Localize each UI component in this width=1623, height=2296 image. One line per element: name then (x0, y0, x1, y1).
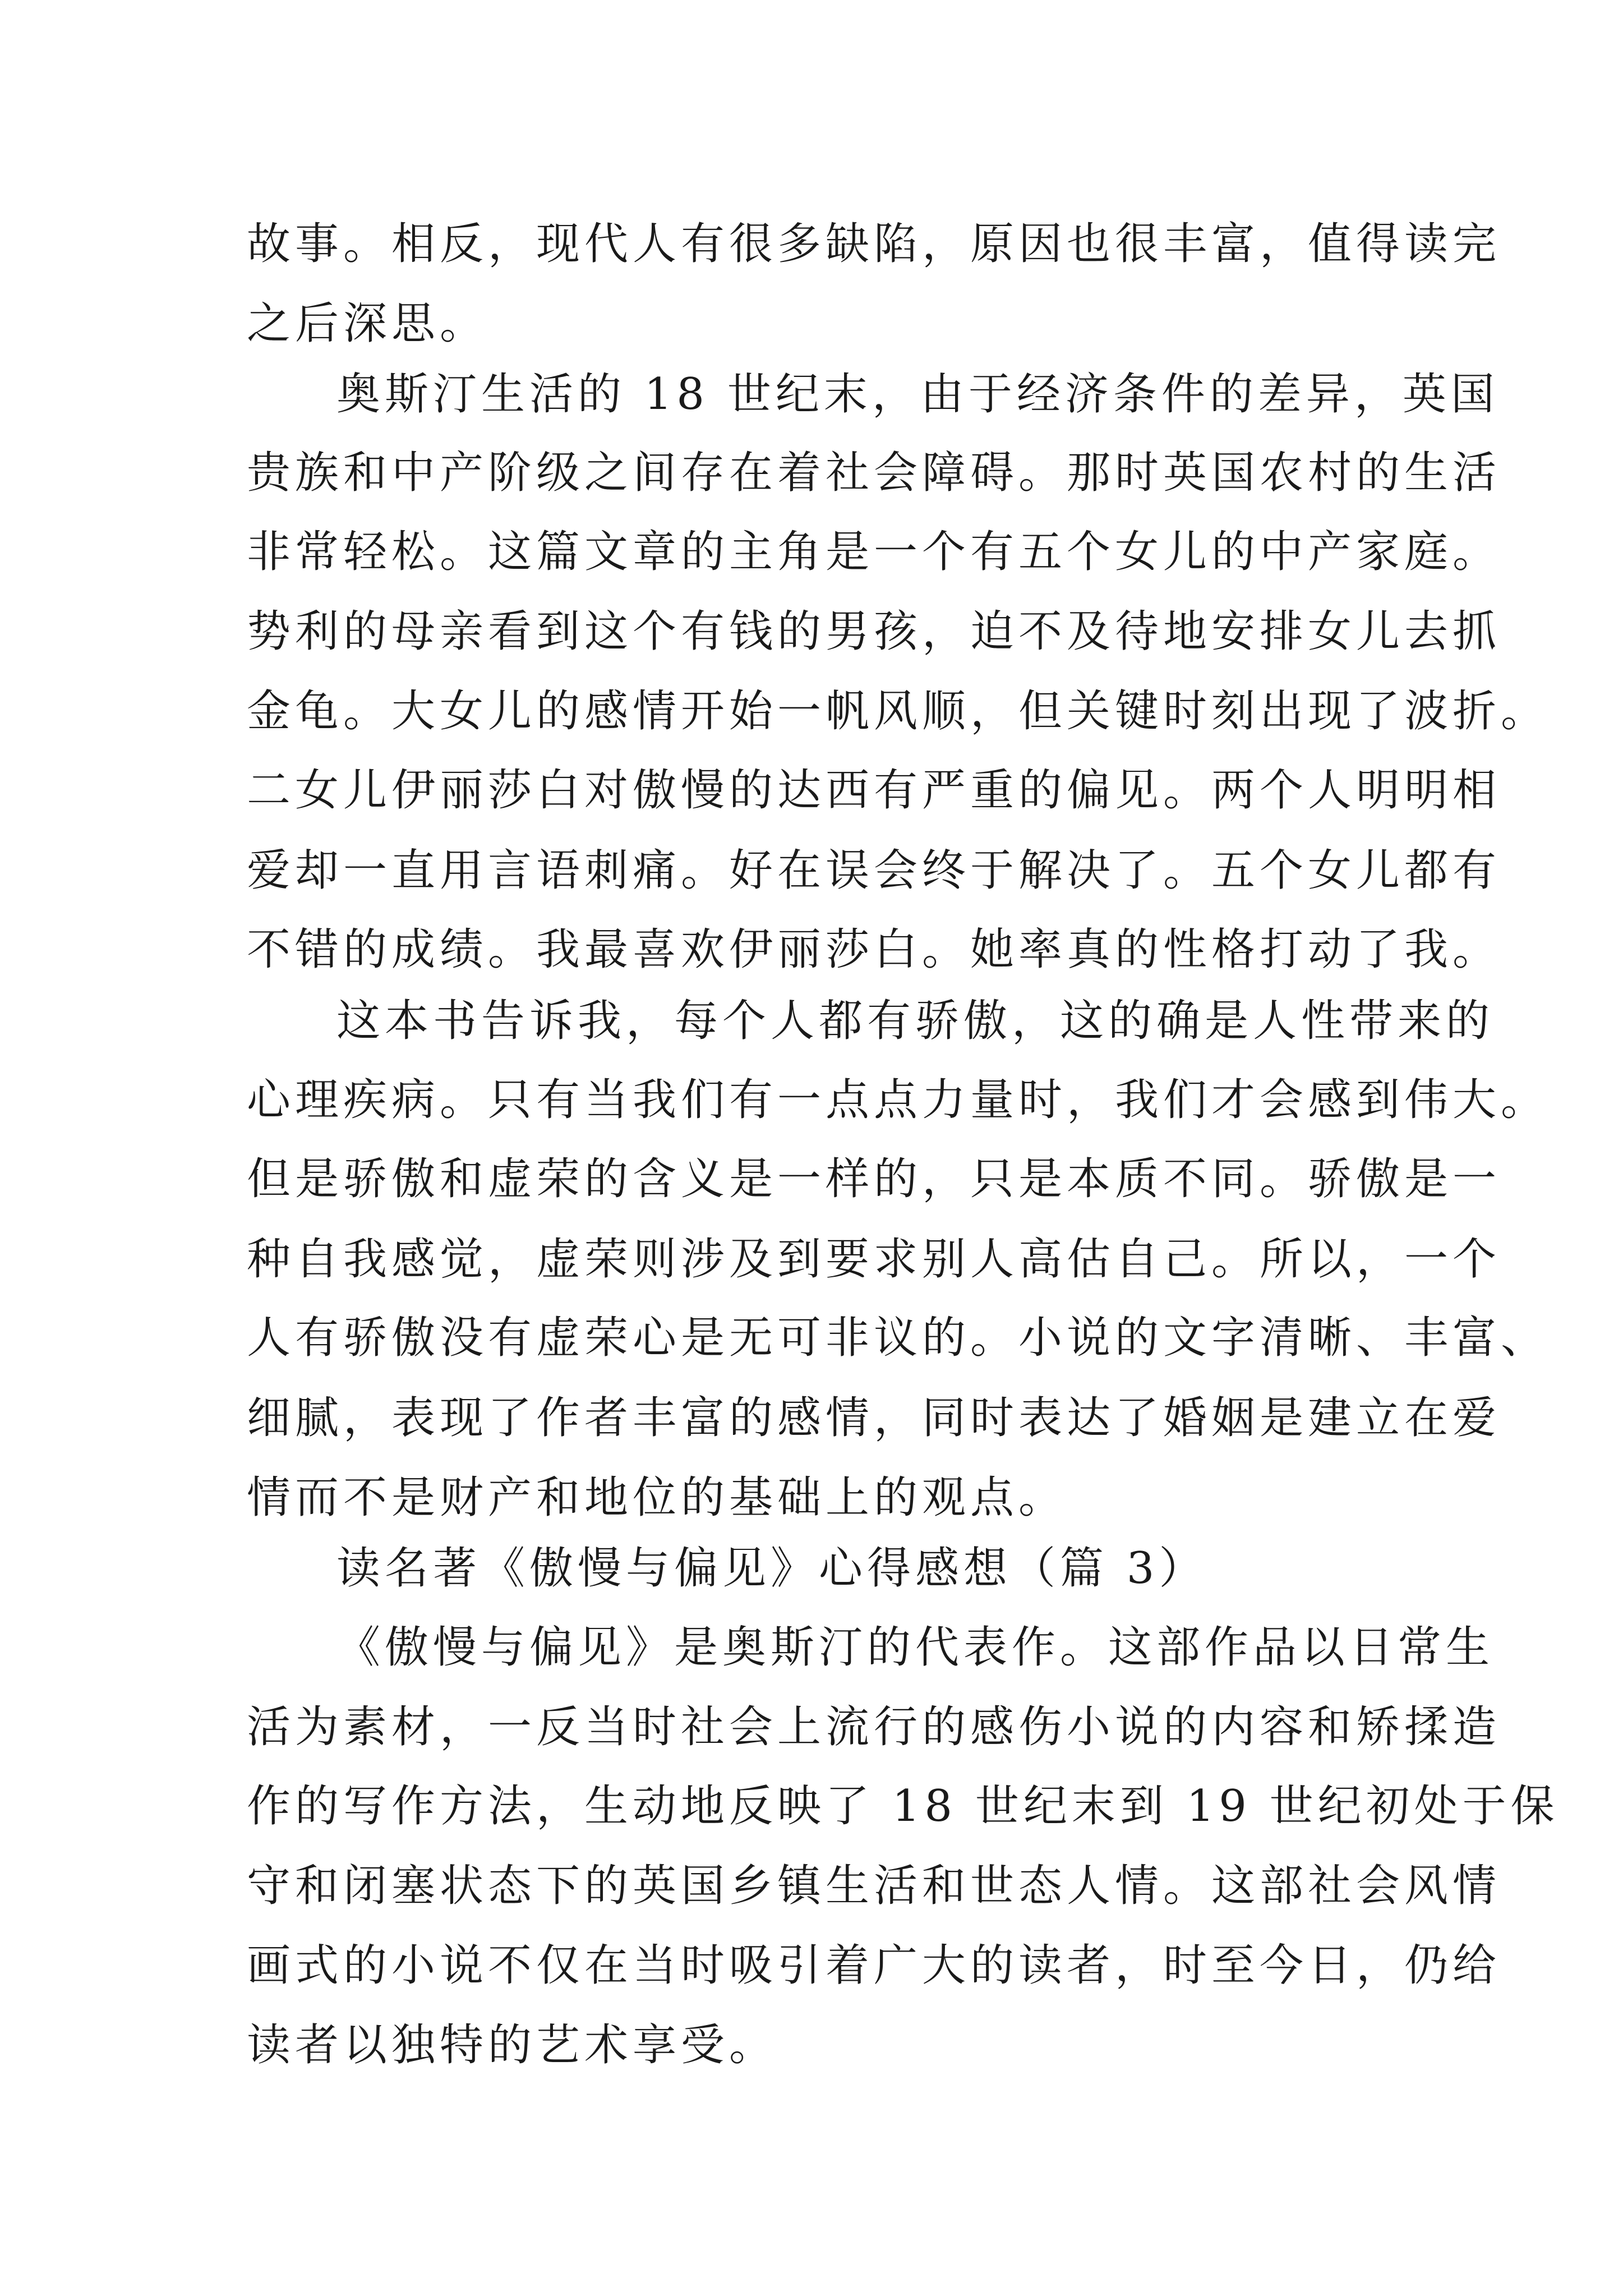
text-line: 心理疾病。只有当我们有一点点力量时，我们才会感到伟大。 (247, 1075, 1550, 1125)
text-line: 守和闭塞状态下的英国乡镇生活和世态人情。这部社会风情 (247, 1861, 1501, 1911)
section-heading: 读名著《傲慢与偏见》心得感想（篇 3） (336, 1543, 1207, 1594)
text-line: 画式的小说不仅在当时吸引着广大的读者，时至今日，仍给 (247, 1940, 1501, 1991)
paragraph-first-line: 《傲慢与偏见》是奥斯汀的代表作。这部作品以日常生 (336, 1622, 1495, 1673)
text-line: 金龟。大女儿的感情开始一帆风顺，但关键时刻出现了波折。 (247, 686, 1550, 737)
text-line: 但是骄傲和虚荣的含义是一样的，只是本质不同。骄傲是一 (247, 1154, 1501, 1204)
text-line: 情而不是财产和地位的基础上的观点。 (247, 1473, 1067, 1523)
text-line: 爱却一直用言语刺痛。好在误会终于解决了。五个女儿都有 (247, 845, 1501, 896)
text-line: 人有骄傲没有虚荣心是无可非议的。小说的文字清晰、丰富、 (247, 1313, 1550, 1363)
text-line: 活为素材，一反当时社会上流行的感伤小说的内容和矫揉造 (247, 1702, 1501, 1752)
text-line: 不错的成绩。我最喜欢伊丽莎白。她率真的性格打动了我。 (247, 924, 1501, 975)
text-line: 作的写作方法，生动地反映了 18 世纪末到 19 世纪初处于保 (247, 1781, 1559, 1832)
text-line: 贵族和中产阶级之间存在着社会障碍。那时英国农村的生活 (247, 448, 1501, 498)
text-line: 二女儿伊丽莎白对傲慢的达西有严重的偏见。两个人明明相 (247, 765, 1501, 816)
text-line: 非常轻松。这篇文章的主角是一个有五个女儿的中产家庭。 (247, 527, 1501, 577)
text-line: 之后深思。 (247, 298, 488, 349)
text-line: 读者以独特的艺术享受。 (247, 2020, 778, 2070)
text-line: 细腻，表现了作者丰富的感情，同时表达了婚姻是建立在爱 (247, 1393, 1501, 1443)
text-line: 种自我感觉，虚荣则涉及到要求别人高估自己。所以，一个 (247, 1234, 1501, 1285)
paragraph-first-line: 这本书告诉我，每个人都有骄傲，这的确是人性带来的 (336, 996, 1495, 1046)
text-line: 故事。相反，现代人有很多缺陷，原因也很丰富，值得读完 (247, 219, 1501, 269)
text-line: 势利的母亲看到这个有钱的男孩，迫不及待地安排女儿去抓 (247, 606, 1501, 657)
paragraph-first-line: 奥斯汀生活的 18 世纪末，由于经济条件的差异，英国 (336, 369, 1499, 420)
